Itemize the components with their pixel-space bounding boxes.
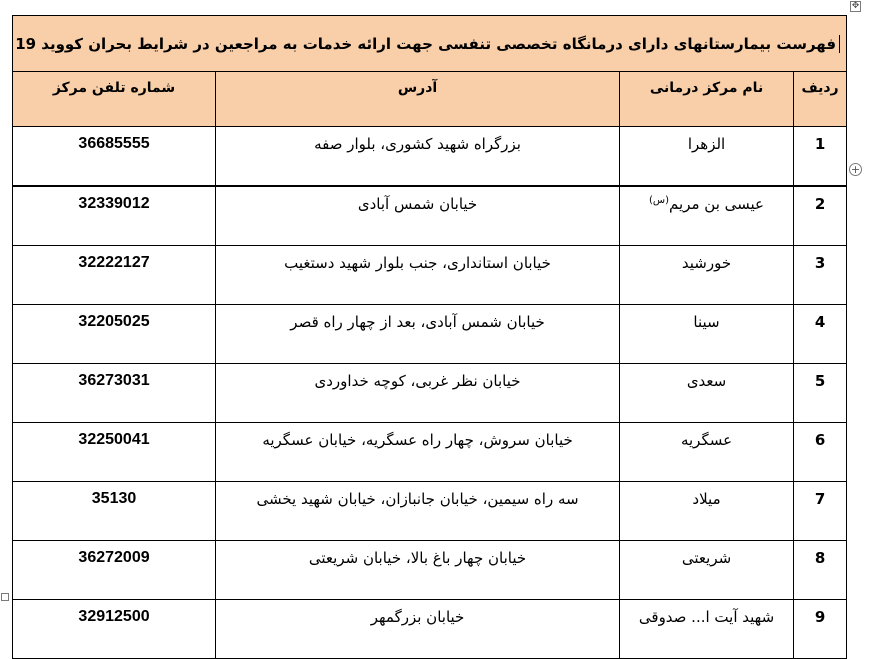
row-name-honorific: (س)	[649, 195, 670, 206]
row-phone: 36685555	[13, 127, 216, 187]
row-phone: 32250041	[13, 423, 216, 482]
table-row	[13, 127, 847, 187]
row-name: شریعتی	[620, 541, 794, 600]
table-row	[13, 246, 847, 305]
row-num: 1	[794, 127, 847, 187]
row-num: 2	[794, 186, 847, 246]
row-address: خیابان نظر غربی، کوچه خداوردی	[216, 364, 620, 423]
table-row	[13, 423, 847, 482]
table-row	[13, 482, 847, 541]
header-phone: شماره تلفن مرکز	[13, 72, 216, 127]
row-num: 5	[794, 364, 847, 423]
row-name: شهید آیت ا... صدوقی	[620, 600, 794, 659]
table-row	[13, 600, 847, 659]
row-address: خیابان شمس آبادی، بعد از چهار راه قصر	[216, 305, 620, 364]
header-num: ردیف	[794, 72, 847, 127]
row-name: الزهرا	[620, 127, 794, 187]
row-name: میلاد	[620, 482, 794, 541]
row-name: خورشید	[620, 246, 794, 305]
row-name: سینا	[620, 305, 794, 364]
row-phone: 32205025	[13, 305, 216, 364]
row-num: 9	[794, 600, 847, 659]
table-row	[13, 186, 847, 246]
row-name: عیسی بن مریم	[669, 195, 765, 213]
header-address: آدرس	[216, 72, 620, 127]
table-row	[13, 364, 847, 423]
row-address: خیابان استانداری، جنب بلوار شهید دستغیب	[216, 246, 620, 305]
row-phone: 36273031	[13, 364, 216, 423]
table-header-row	[13, 72, 847, 127]
row-phone: 35130	[13, 482, 216, 541]
table-row	[13, 541, 847, 600]
row-address: خیابان بزرگمهر	[216, 600, 620, 659]
row-num: 4	[794, 305, 847, 364]
row-num: 8	[794, 541, 847, 600]
row-num: 7	[794, 482, 847, 541]
row-address: خیابان چهار باغ بالا، خیابان شریعتی	[216, 541, 620, 600]
row-phone: 32912500	[13, 600, 216, 659]
row-num: 3	[794, 246, 847, 305]
row-phone: 32222127	[13, 246, 216, 305]
row-num: 6	[794, 423, 847, 482]
table-resize-handle-icon[interactable]	[1, 593, 9, 601]
table-title: فهرست بیمارستانهای دارای درمانگاه تخصصی تنفسی جهت ارائه خدمات به مراجعین در شرایط بحران کووید 19	[15, 35, 840, 53]
table-title-cell[interactable]	[13, 16, 847, 72]
table-move-handle-icon[interactable]: ✥	[851, 1, 860, 11]
row-phone: 36272009	[13, 541, 216, 600]
row-name: سعدی	[620, 364, 794, 423]
row-address: بزرگراه شهید کشوری، بلوار صفه	[216, 127, 620, 187]
header-name: نام مرکز درمانی	[620, 72, 794, 127]
table-title-row	[13, 16, 847, 72]
hospital-list-table	[12, 15, 847, 659]
row-address: خیابان شمس آبادی	[216, 186, 620, 246]
table-row	[13, 305, 847, 364]
row-address: سه راه سیمین، خیابان جانبازان، خیابان شهید یخشی	[216, 482, 620, 541]
row-name: عسگریه	[620, 423, 794, 482]
add-row-icon[interactable]: +	[850, 163, 861, 176]
row-name-cell	[620, 186, 794, 246]
row-phone: 32339012	[13, 186, 216, 246]
row-address: خیابان سروش، چهار راه عسگریه، خیابان عسگریه	[216, 423, 620, 482]
